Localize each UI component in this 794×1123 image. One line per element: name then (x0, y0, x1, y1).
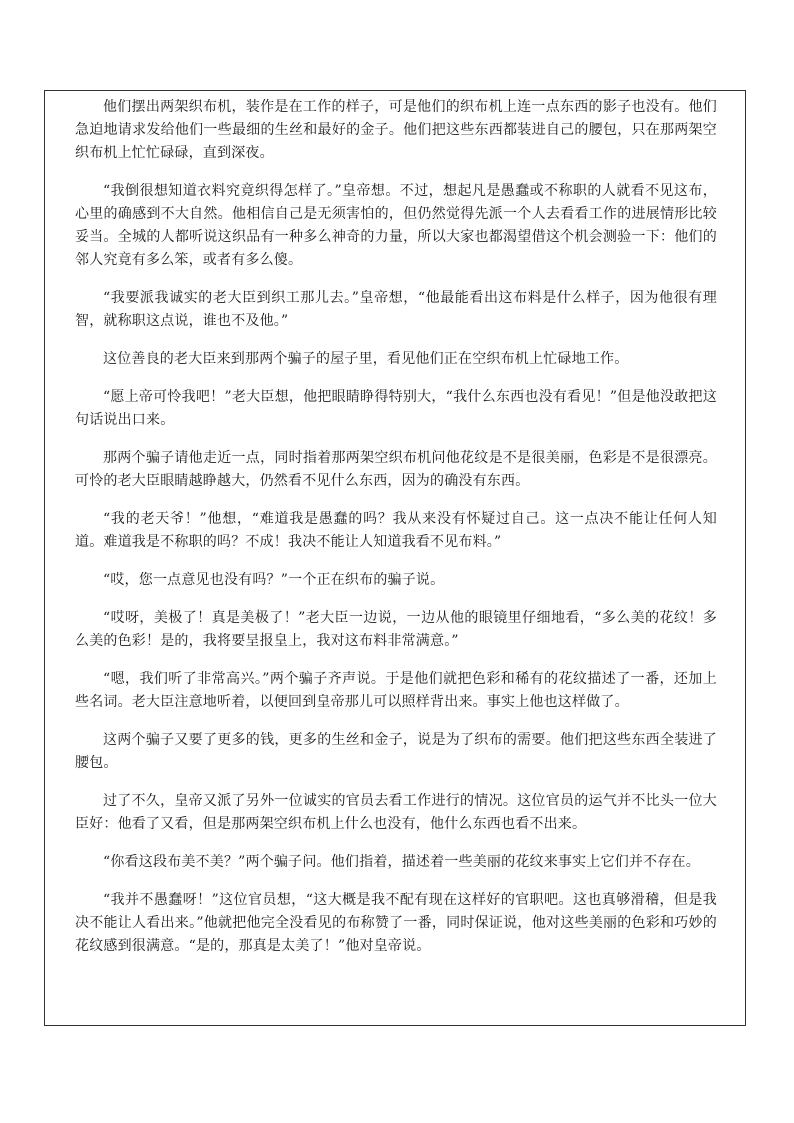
paragraph-6: 那两个骗子请他走近一点，同时指着那两架空织布机问他花纹是不是很美丽，色彩是不是很漂亮。可怜的老大臣眼睛越睁越大，仍然看不见什么东西，因为的确没有东西。 (75, 450, 717, 489)
paragraph-1: 他们摆出两架织布机，装作是在工作的样子，可是他们的织布机上连一点东西的影子也没有。他们急迫地请求发给他们一些最细的生丝和最好的金子。他们把这些东西都装进自己的腰包，只在那两架空织布机上忙忙碌碌，直到深夜。 (75, 99, 717, 161)
paragraph-7: “我的老天爷！”他想，“难道我是愚蠢的吗？我从来没有怀疑过自己。这一点决不能让任何人知道。难道我是不称职的吗？不成！我决不能让人知道我看不见布料。” (75, 511, 717, 550)
paragraph-4: 这位善良的老大臣来到那两个骗子的屋子里，看见他们正在空织布机上忙碌地工作。 (103, 351, 629, 367)
story-text (75, 96, 717, 973)
paragraph-10: “嗯，我们听了非常高兴。”两个骗子齐声说。于是他们就把色彩和稀有的花纹描述了一番，还加上些名词。老大臣注意地听着，以便回到皇帝那儿可以照样背出来。事实上他也这样做了。 (75, 671, 717, 710)
paragraph-14: “我并不愚蠢呀！”这位官员想，“这大概是我不配有现在这样好的官职吧。这也真够滑稽，但是我决不能让人看出来。”他就把他完全没看见的布称赞了一番，同时保证说，他对这些美丽的色彩和巧妙的花纹感到很满意。“是的，那真是太美了！”他对皇帝说。 (75, 892, 717, 954)
paragraph-5: “愿上帝可怜我吧！”老大臣想，他把眼睛睁得特别大，“我什么东西也没有看见！”但是他没敢把这句话说出口来。 (75, 389, 717, 428)
paragraph-2: “我倒很想知道衣料究竟织得怎样了。”皇帝想。不过，想起凡是愚蠢或不称职的人就看不见这布，心里的确感到不大自然。他相信自己是无须害怕的，但仍然觉得先派一个人去看看工作的进展情形比较妥当。全城的人都听说这织品有一种多么神奇的力量，所以大家也都渴望借这个机会测验一下：他们的邻人究竟有多么笨，或者有多么傻。 (75, 183, 717, 268)
paragraph-8: “哎，您一点意见也没有吗？”一个正在织布的骗子说。 (103, 572, 445, 588)
paragraph-9: “哎呀，美极了！真是美极了！”老大臣一边说，一边从他的眼镜里仔细地看，“多么美的花纹！多么美的色彩！是的，我将要呈报皇上，我对这布料非常满意。” (75, 610, 717, 649)
paragraph-11: 这两个骗子又要了更多的钱，更多的生丝和金子，说是为了织布的需要。他们把这些东西全装进了腰包。 (75, 732, 717, 771)
text-box-frame (44, 90, 746, 1026)
paragraph-13: “你看这段布美不美？”两个骗子问。他们指着，描述着一些美丽的花纹来事实上它们并不存在。 (103, 854, 700, 870)
paragraph-12: 过了不久，皇帝又派了另外一位诚实的官员去看工作进行的情况。这位官员的运气并不比头一位大臣好：他看了又看，但是那两架空织布机上什么也没有，他什么东西也看不出来。 (75, 793, 717, 832)
paragraph-3: “我要派我诚实的老大臣到织工那儿去。”皇帝想，“他最能看出这布料是什么样子，因为他很有理智，就称职这点说，谁也不及他。” (75, 290, 717, 329)
